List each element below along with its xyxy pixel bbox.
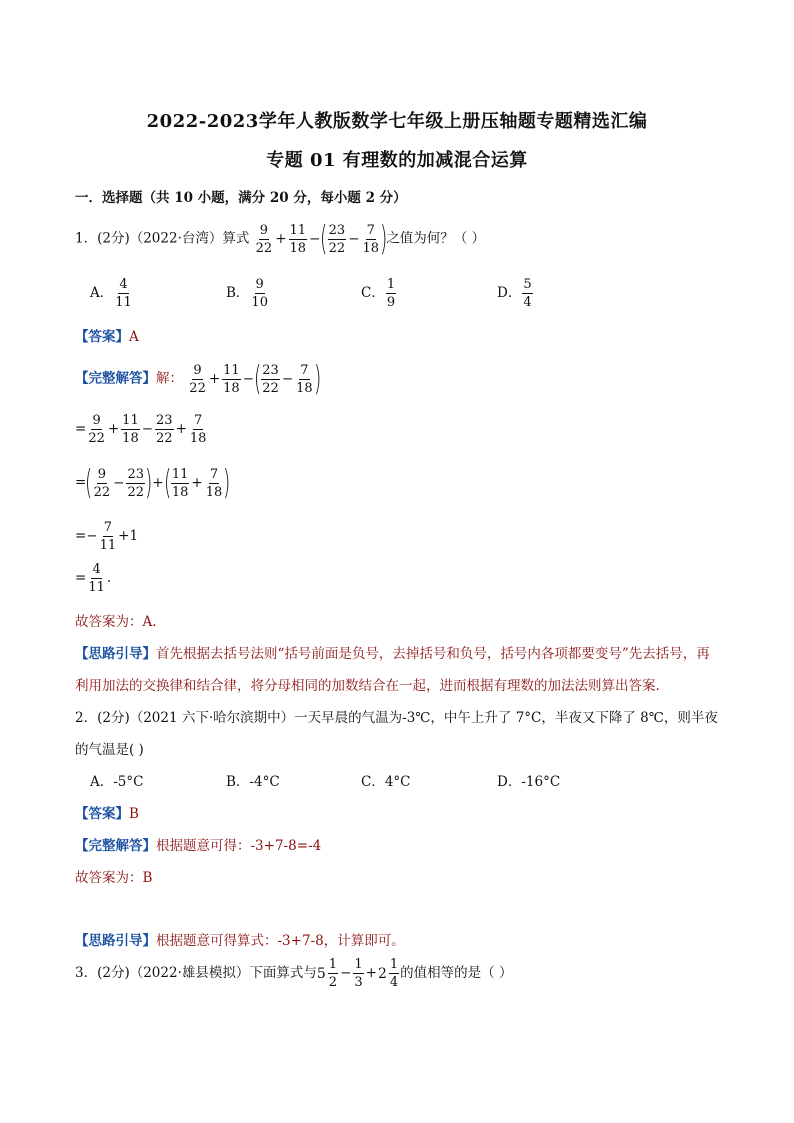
question-1-prefix: 1．(2分)（2022·台湾）算式 — [75, 230, 250, 247]
question-1-stem: 1．(2分)（2022·台湾）算式 $\frac{9}{22}$ + $\frac{11}{18}$ −( $\frac{23}{22}$ − $\frac{7}{18}$ )之值为何？（ ） — [75, 219, 486, 259]
question-1-option-d: D． $\frac{5}{4}$ — [497, 277, 532, 310]
mixed-number: 2 $\frac{1}{4}$ — [377, 957, 399, 990]
question-1-option-b: B． $\frac{9}{10}$ — [226, 277, 268, 310]
question-2-conclusion: 故答案为：B — [75, 870, 153, 886]
question-1-option-a: A． $\frac{4}{11}$ — [90, 277, 132, 310]
fraction: $\frac{11}{18}$ — [289, 222, 307, 256]
question-2-option-d: D．-16°C — [497, 774, 561, 790]
question-2-option-a: A．-5°C — [90, 774, 144, 790]
document-subtitle: 专题 01 有理数的加减混合运算 — [266, 150, 528, 171]
question-2-stem-line-2: 的气温是( ) — [75, 742, 144, 758]
fraction: $\frac{7}{18}$ — [362, 222, 380, 256]
question-2-solution: 【完整解答】根据题意可得：-3+7-8=-4 — [75, 838, 322, 854]
question-1-conclusion: 故答案为：A. — [75, 614, 157, 630]
question-1-solution-step-3: =( $\frac{9}{22}$ − $\frac{23}{22}$ )+( $\frac{11}{18}$ + $\frac{7}{18}$ ) — [75, 463, 231, 503]
question-1-solution-step-1: 【完整解答】解： $\frac{9}{22}$ + $\frac{11}{18}$ −( $\frac{23}{22}$ − $\frac{7}{18}$ ) — [75, 359, 321, 399]
question-1-option-c: C． $\frac{1}{9}$ — [361, 277, 396, 310]
question-2-option-c: C．4°C — [361, 774, 411, 790]
question-1-solution-step-2: = $\frac{9}{22}$ + $\frac{11}{18}$ − $\frac{23}{22}$ + $\frac{7}{18}$ — [75, 413, 207, 446]
question-2-option-b: B．-4°C — [226, 774, 280, 790]
question-1-suffix: 之值为何？（ ） — [386, 230, 486, 247]
mixed-number: 5 $\frac{1}{2}$ — [316, 957, 338, 990]
fraction: $\frac{23}{22}$ — [328, 222, 346, 256]
question-2-stem-line-1: 2．(2分)（2021 六下·哈尔滨期中）一天早晨的气温为-3℃，中午上升了 7°C，半夜又下降了 8℃，则半夜 — [75, 710, 718, 726]
question-1-solution-step-5: = $\frac{4}{11}$ . — [75, 562, 112, 595]
question-1-hint-line-1: 【思路引导】首先根据去括号法则“括号前面是负号，去掉括号和负号，括号内各项都要变号”先去括号，再 — [75, 646, 710, 662]
question-2-answer: 【答案】B — [75, 806, 139, 822]
section-heading: 一．选择题（共 10 小题，满分 20 分，每小题 2 分） — [75, 190, 407, 206]
question-1-solution-step-4: =− $\frac{7}{11}$ +1 — [75, 520, 139, 553]
fraction: $\frac{1}{3}$ — [354, 957, 363, 990]
question-3-stem: 3．(2分)（2022·雄县模拟）下面算式与 5 $\frac{1}{2}$ − $\frac{1}{3}$ + 2 $\frac{1}{4}$ 的值相等的是（ ） — [75, 957, 513, 990]
question-1-answer: 【答案】A — [75, 329, 139, 345]
question-2-hint: 【思路引导】根据题意可得算式：-3+7-8，计算即可。 — [75, 933, 405, 949]
fraction: $\frac{9}{22}$ — [255, 222, 273, 256]
document-title: 2022-2023学年人教版数学七年级上册压轴题专题精选汇编 — [146, 111, 648, 132]
question-1-hint-line-2: 利用加法的交换律和结合律，将分母相同的加数结合在一起，进而根据有理数的加法法则算出答案. — [75, 678, 660, 694]
